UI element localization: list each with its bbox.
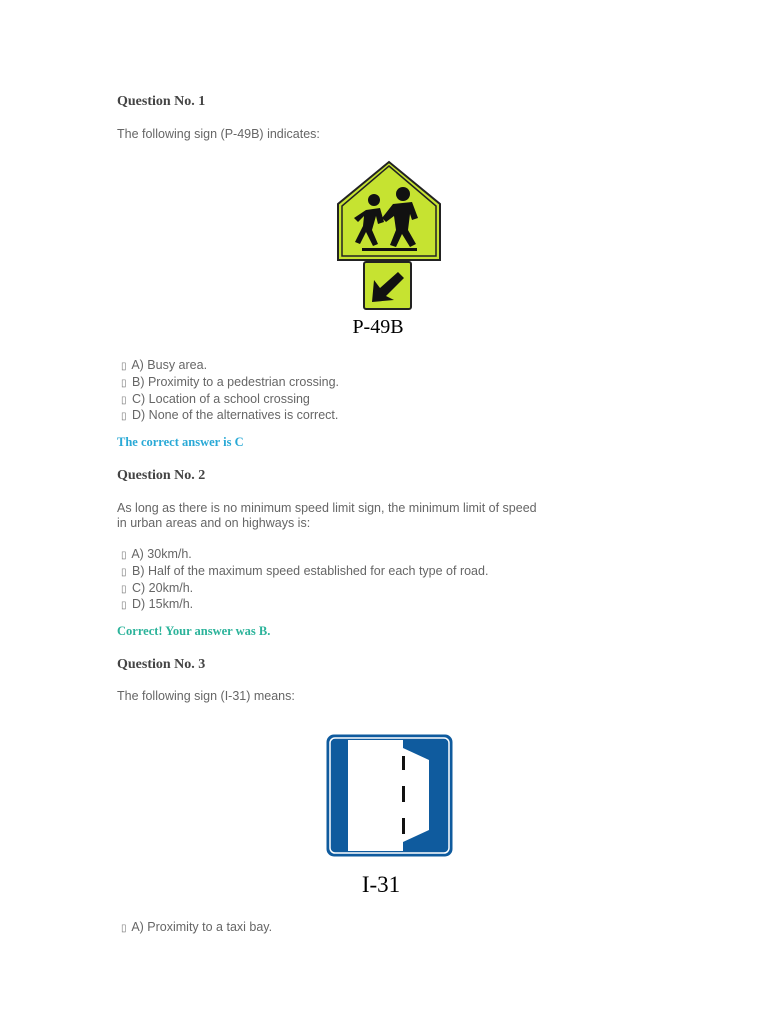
- lane-bay-sign-icon: [326, 734, 453, 857]
- option-row[interactable]: [121, 408, 339, 425]
- option-label: B) Proximity to a pedestrian crossing.: [132, 374, 340, 389]
- option-row[interactable]: [121, 392, 339, 409]
- sign-caption-p49b: P-49B: [352, 316, 404, 338]
- sign-caption-i31: I-31: [361, 872, 401, 897]
- option-label: A) Busy area.: [131, 358, 208, 372]
- question-3-options: [121, 920, 272, 937]
- question-1-title: Question No. 1: [117, 94, 206, 109]
- question-3-prompt: The following sign (I-31) means:: [117, 689, 295, 703]
- checkbox-icon[interactable]: ▯: [121, 411, 127, 423]
- option-label: A) 30km/h.: [131, 547, 192, 561]
- option-label: B) Half of the maximum speed established for each type of road.: [132, 563, 489, 578]
- checkbox-icon[interactable]: ▯: [121, 394, 127, 406]
- option-label: C) Location of a school crossing: [132, 391, 310, 406]
- option-row[interactable]: [121, 547, 488, 564]
- question-2-options: [121, 547, 488, 614]
- checkbox-icon[interactable]: ▯: [121, 550, 127, 561]
- checkbox-icon[interactable]: ▯: [121, 566, 127, 578]
- question-2-feedback: Correct! Your answer was B.: [117, 624, 271, 638]
- checkbox-icon[interactable]: ▯: [121, 923, 127, 934]
- question-2-prompt: As long as there is no minimum speed limit sign, the minimum limit of speed in urban areas and on highways is:: [117, 501, 537, 530]
- school-crossing-sign-icon: [336, 160, 442, 312]
- question-2-title: Question No. 2: [117, 468, 206, 483]
- option-label: C) 20km/h.: [132, 580, 194, 595]
- question-1-feedback: The correct answer is C: [117, 435, 244, 449]
- option-label: D) None of the alternatives is correct.: [132, 408, 339, 423]
- question-3-title: Question No. 3: [117, 657, 206, 672]
- option-label: D) 15km/h.: [132, 597, 194, 612]
- option-row[interactable]: [121, 920, 272, 937]
- checkbox-icon[interactable]: ▯: [121, 361, 127, 372]
- option-label: A) Proximity to a taxi bay.: [131, 920, 273, 934]
- checkbox-icon[interactable]: ▯: [121, 377, 127, 389]
- option-row[interactable]: [121, 375, 339, 392]
- question-1-options: [121, 358, 339, 425]
- question-1-prompt: The following sign (P-49B) indicates:: [117, 127, 320, 141]
- option-row[interactable]: [121, 358, 339, 375]
- checkbox-icon[interactable]: ▯: [121, 600, 127, 612]
- option-row[interactable]: [121, 581, 488, 598]
- checkbox-icon[interactable]: ▯: [121, 583, 127, 595]
- option-row[interactable]: [121, 597, 488, 614]
- option-row[interactable]: [121, 564, 488, 581]
